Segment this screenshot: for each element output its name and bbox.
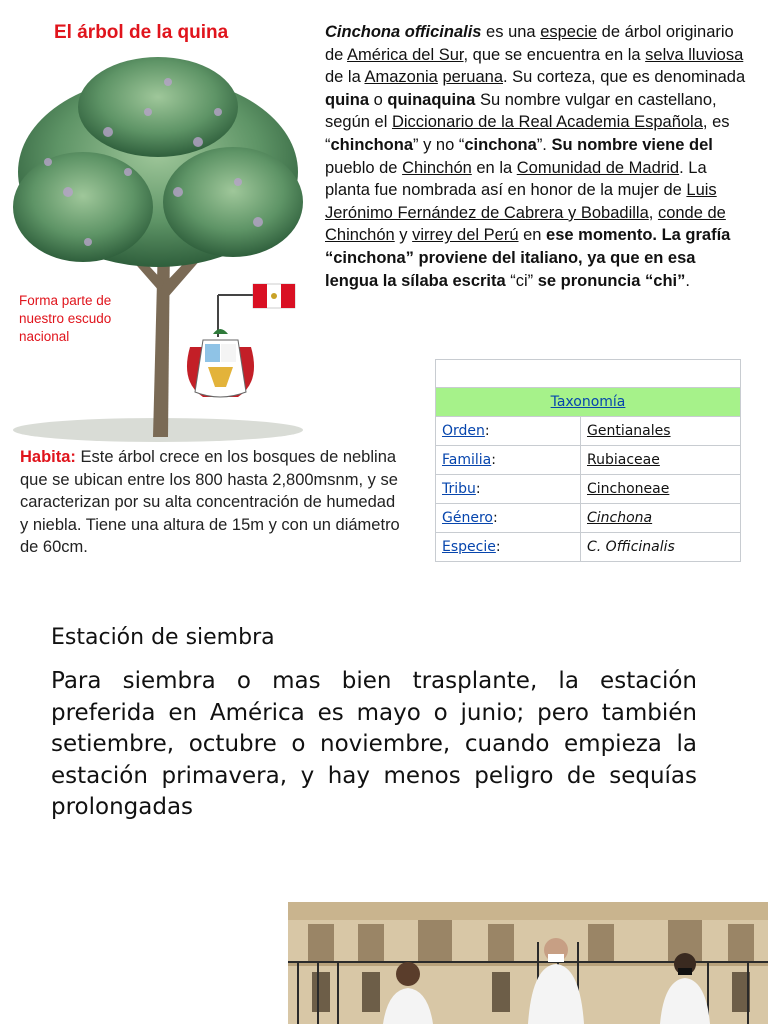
taxonomy-value-link[interactable]: Gentianales: [587, 423, 671, 439]
taxonomy-key-link[interactable]: Tribu: [442, 481, 476, 497]
table-row: [436, 504, 741, 533]
species-name: Cinchona officinalis: [325, 23, 482, 41]
table-cell: [436, 475, 581, 504]
intro-text: . La planta fue nombrada así en honor de la mujer de: [325, 158, 707, 200]
link-selva-lluviosa[interactable]: selva lluviosa: [645, 45, 744, 64]
intro-text: “ci”: [505, 271, 538, 290]
intro-text: Su nombre vulgar en castellano, según el: [325, 90, 717, 132]
table-row: [436, 475, 741, 504]
table-cell: [581, 446, 741, 475]
taxonomy-header-link[interactable]: Taxonomía: [550, 394, 626, 410]
term-quina: quina: [325, 90, 369, 109]
link-america-del-sur[interactable]: América del Sur: [347, 45, 464, 64]
link-conde-de-chinchon[interactable]: conde de Chinchón: [325, 203, 726, 245]
intro-text: de árbol originario de: [325, 23, 734, 64]
intro-text: en la: [471, 158, 517, 177]
table-cell: [581, 417, 741, 446]
term-cinchona: cinchona: [464, 135, 537, 154]
intro-bold-text: se pronuncia “chi”: [537, 271, 686, 290]
colon: :: [492, 510, 498, 526]
link-especie[interactable]: especie: [540, 23, 598, 41]
link-peruana[interactable]: peruana: [442, 68, 503, 87]
intro-text: de la: [325, 68, 365, 87]
habita-label: Habita:: [20, 448, 76, 466]
table-header-row: [436, 388, 741, 417]
habita-paragraph: [20, 446, 400, 559]
taxonomy-key-link[interactable]: Especie: [442, 539, 496, 555]
table-cell: [436, 360, 741, 388]
section-body: Para siembra o mas bien trasplante, la estación preferida en América es mayo o junio; pero también setiembre, octubre o noviembre, cuando empieza la estación primavera, y hay menos peligro de sequías prolongadas: [51, 668, 697, 820]
table-cell: [581, 533, 741, 562]
intro-bold-text: ese momento. La grafía “cinchona” proviene del italiano, ya que en esa lengua la sílaba escrita: [325, 226, 731, 290]
taxonomy-key-link[interactable]: Orden: [442, 423, 485, 439]
intro-text: ,: [648, 203, 658, 222]
table-cell: [581, 475, 741, 504]
intro-bold-text: Su nombre viene del: [551, 135, 713, 154]
colon: :: [475, 481, 481, 497]
intro-text: ” y no “: [413, 135, 465, 154]
taxonomy-value-link[interactable]: Cinchoneae: [587, 481, 670, 497]
link-amazonia[interactable]: Amazonia: [364, 68, 438, 87]
palace-photo-icon: [288, 902, 768, 1024]
taxonomy-table: [435, 359, 741, 562]
intro-text: o: [369, 90, 388, 109]
table-blank-row: [436, 360, 741, 388]
intro-text: pueblo de: [325, 158, 403, 177]
term-chinchona: chinchona: [330, 135, 414, 154]
colon: :: [495, 539, 501, 555]
table-cell: [436, 533, 581, 562]
table-row: [436, 533, 741, 562]
taxonomy-key-link[interactable]: Género: [442, 510, 493, 526]
page-title: El árbol de la quina: [54, 22, 229, 43]
table-cell: [436, 504, 581, 533]
table-row: [436, 417, 741, 446]
colon: :: [484, 423, 490, 439]
tree-icon: [8, 52, 313, 442]
table-row: [436, 446, 741, 475]
term-quinaquina: quinaquina: [387, 90, 476, 109]
colon: :: [491, 452, 496, 468]
intro-text: .: [685, 271, 690, 290]
taxonomy-value-link[interactable]: Cinchona: [587, 510, 653, 526]
link-comunidad-de-madrid[interactable]: Comunidad de Madrid: [516, 158, 680, 177]
intro-paragraph: [325, 21, 753, 292]
intro-text: en: [518, 226, 547, 245]
table-cell: [436, 446, 581, 475]
intro-text: . Su corteza, que es denominada: [503, 68, 746, 87]
link-diccionario-rae[interactable]: Diccionario de la Real Academia Española: [391, 113, 703, 132]
intro-text: ”.: [536, 135, 552, 154]
intro-text: , es “: [325, 113, 730, 154]
taxonomy-header-cell: [436, 388, 741, 417]
coat-of-arms-note: Forma parte de nuestro escudo nacional: [19, 293, 112, 344]
intro-text: y: [394, 226, 413, 245]
peru-flag-icon: [253, 284, 295, 308]
table-cell: [581, 504, 741, 533]
peru-coat-of-arms-icon: [187, 329, 254, 397]
link-virrey-del-peru[interactable]: virrey del Perú: [412, 226, 519, 245]
link-chinchon[interactable]: Chinchón: [402, 158, 472, 177]
link-luis-jeronimo[interactable]: Luis Jerónimo Fernández de Cabrera y Bobadilla: [325, 181, 717, 222]
taxonomy-value-link[interactable]: Rubiaceae: [587, 452, 660, 468]
intro-text: , que se encuentra en la: [463, 45, 646, 64]
taxonomy-key-link[interactable]: Familia: [442, 452, 492, 468]
habita-text: Este árbol crece en los bosques de neblina que se ubican entre los 800 hasta 2,800msnm, y se caracterizan por su alta concentración de humedad y niebla. Tiene una altura de 15m y con un diámetro de 60cm.: [20, 448, 400, 556]
intro-text: es una: [481, 23, 541, 41]
section-title: Estación de siembra: [51, 625, 275, 650]
taxonomy-value: C. Officinalis: [587, 539, 675, 555]
table-cell: [436, 417, 581, 446]
